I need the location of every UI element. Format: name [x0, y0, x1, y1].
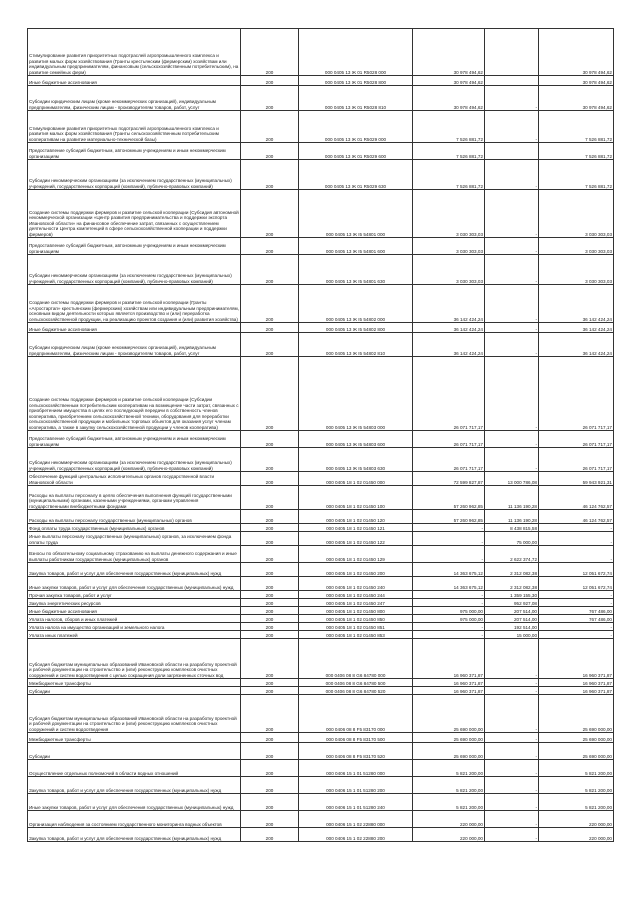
row-approved-cell: -: [413, 591, 485, 599]
row-code-cell: 200: [241, 524, 299, 532]
row-kbk-cell: 000 0405 13 Ж I5 54801 000: [299, 190, 413, 238]
row-approved-cell: 3 030 303,03: [413, 190, 485, 238]
row-remaining-cell: 7 526 881,72: [539, 160, 614, 190]
row-code-cell: 200: [241, 448, 299, 472]
row-approved-cell: 7 526 881,72: [413, 143, 485, 160]
row-kbk-cell: 000 0406 08 8 F5 83170 500: [299, 733, 413, 743]
row-remaining-cell: 25 690 000,00: [539, 733, 614, 743]
row-kbk-cell: 000 0405 13 Ж 01 R5028 810: [299, 86, 413, 111]
table-row: [28, 190, 614, 238]
table-row: [28, 695, 614, 733]
row-code-cell: 200: [241, 86, 299, 111]
row-name-cell: Иные закупки товаров, работ и услуг для обеспечения государственных (муниципальных) нужд: [28, 794, 241, 811]
row-kbk-cell: 000 0405 13 Ж 01 R5029 630: [299, 160, 413, 190]
row-executed-cell: -: [485, 828, 539, 842]
row-name-cell: Фонд оплаты труда государственных (муниципальных) органов: [28, 524, 241, 532]
row-executed-cell: -: [485, 733, 539, 743]
row-approved-cell: 26 071 717,17: [413, 357, 485, 431]
row-name-cell: Субсидии некоммерческим организациям (за исключением государственных (муниципальных) учреждений, государственных корпораций (компаний), публично-правовых компаний): [28, 160, 241, 190]
row-remaining-cell: 767 486,00: [539, 615, 614, 623]
row-remaining-cell: -: [539, 631, 614, 639]
row-name-cell: Субсидии: [28, 687, 241, 695]
row-name-cell: Прочая закупка товаров, работ и услуг: [28, 591, 241, 599]
row-executed-cell: -: [485, 431, 539, 448]
row-remaining-cell: -: [539, 623, 614, 631]
row-name-cell: Межбюджетные трансферты: [28, 733, 241, 743]
row-name-cell: Закупка товаров, работ и услуг для обеспечения государственных (муниципальных) нужд: [28, 563, 241, 577]
table-row: [28, 143, 614, 160]
row-name-cell: Обеспечение функций центральных исполнительных органов государственной власти Ивановской области: [28, 472, 241, 486]
row-approved-cell: 36 142 424,24: [413, 333, 485, 357]
table-row: [28, 86, 614, 111]
row-executed-cell: -: [485, 743, 539, 760]
table-row: [28, 591, 614, 599]
row-kbk-cell: 000 0405 18 1 02 01450 200: [299, 563, 413, 577]
row-executed-cell: -: [485, 794, 539, 811]
row-executed-cell: -: [485, 238, 539, 255]
row-name-cell: Иные бюджетные ассигнования: [28, 323, 241, 333]
row-remaining-cell: 3 030 303,03: [539, 238, 614, 255]
row-remaining-cell: 7 526 881,72: [539, 143, 614, 160]
row-name-cell: Субсидия бюджетам муниципальных образований Ивановской области на разработку проектной и рабочей документации на строительство и (или) реконструкцию комплексов очистных сооружений и систем водоотведения с целью сокращения доли загрязненных сточных вод: [28, 639, 241, 679]
row-code-cell: 200: [241, 357, 299, 431]
row-approved-cell: -: [413, 631, 485, 639]
row-remaining-cell: 26 071 717,17: [539, 357, 614, 431]
row-kbk-cell: 000 0405 13 Ж I5 54802 800: [299, 323, 413, 333]
row-approved-cell: 5 821 200,00: [413, 777, 485, 794]
row-remaining-cell: 30 978 494,62: [539, 29, 614, 76]
row-code-cell: 200: [241, 828, 299, 842]
row-remaining-cell: 5 821 200,00: [539, 760, 614, 777]
row-kbk-cell: 000 0405 18 1 02 01450 850: [299, 615, 413, 623]
row-executed-cell: -: [485, 695, 539, 733]
row-approved-cell: -: [413, 524, 485, 532]
row-name-cell: Субсидии юридическим лицам (кроме некоммерческих организаций), индивидуальным предпринимателям, физическим лицам - производителям товаров, работ, услуг: [28, 333, 241, 357]
row-kbk-cell: 000 0405 18 1 02 01450 000: [299, 472, 413, 486]
row-code-cell: 200: [241, 111, 299, 143]
row-approved-cell: 57 260 962,85: [413, 510, 485, 524]
row-name-cell: Стимулирование развития приоритетных подотраслей агропромышленного комплекса и развития малых форм хозяйствования (Гранты крестьянским (фермерским) хозяйствам или индивидуальным предпринимателям, финансовым (сельскохозяйственным потребительским), на развитие семейных ферм): [28, 29, 241, 76]
table-row: [28, 238, 614, 255]
row-remaining-cell: 25 690 000,00: [539, 695, 614, 733]
row-name-cell: Стимулирование развития приоритетных подотраслей агропромышленного комплекса и развития малых форм хозяйствования (Гранты сельскохозяйственным потребительским кооперативам на развитие материально-технической базы): [28, 111, 241, 143]
row-kbk-cell: 000 0406 15 1 01 51280 240: [299, 794, 413, 811]
row-approved-cell: -: [413, 546, 485, 563]
row-name-cell: Закупка товаров, работ и услуг для обеспечения государственных (муниципальных) нужд: [28, 828, 241, 842]
table-row: [28, 811, 614, 828]
row-code-cell: 200: [241, 29, 299, 76]
row-approved-cell: 25 690 000,00: [413, 695, 485, 733]
table-row: [28, 546, 614, 563]
row-code-cell: 200: [241, 743, 299, 760]
table-row: [28, 323, 614, 333]
row-executed-cell: 207 514,00: [485, 615, 539, 623]
row-name-cell: Субсидии некоммерческим организациям (за исключением государственных (муниципальных) учреждений, государственных корпораций (компаний), публично-правовых компаний): [28, 255, 241, 285]
row-name-cell: Иные выплаты персоналу государственных (муниципальных) органов, за исключением фонда оплаты труда: [28, 532, 241, 546]
row-remaining-cell: 25 690 000,00: [539, 743, 614, 760]
row-executed-cell: [485, 29, 539, 76]
row-approved-cell: 30 978 494,62: [413, 29, 485, 76]
row-code-cell: 200: [241, 190, 299, 238]
row-approved-cell: 30 978 494,62: [413, 76, 485, 86]
row-approved-cell: 5 821 200,00: [413, 760, 485, 777]
row-kbk-cell: 000 0405 18 1 02 01450 100: [299, 486, 413, 510]
row-kbk-cell: 000 0405 18 1 02 01450 247: [299, 599, 413, 607]
row-remaining-cell: 16 960 371,87: [539, 639, 614, 679]
row-code-cell: 200: [241, 472, 299, 486]
row-code-cell: 200: [241, 695, 299, 733]
row-executed-cell: -: [485, 639, 539, 679]
row-approved-cell: 3 030 303,03: [413, 238, 485, 255]
row-remaining-cell: -: [539, 532, 614, 546]
row-executed-cell: 2 622 374,72: [485, 546, 539, 563]
row-approved-cell: 7 526 881,72: [413, 111, 485, 143]
row-kbk-cell: 000 0406 15 1 01 51280 000: [299, 760, 413, 777]
row-kbk-cell: 000 0405 18 1 02 01450 121: [299, 524, 413, 532]
row-name-cell: Субсидия бюджетам муниципальных образований Ивановской области на разработку проектной и рабочей документации на строительство и (или) реконструкцию комплексов очистных сооружений и систем водоотведения: [28, 695, 241, 733]
row-executed-cell: -: [485, 190, 539, 238]
row-executed-cell: 2 312 082,38: [485, 577, 539, 591]
budget-table-body: [28, 29, 614, 842]
row-code-cell: 200: [241, 76, 299, 86]
table-row: [28, 733, 614, 743]
table-row: [28, 563, 614, 577]
table-row: [28, 333, 614, 357]
row-executed-cell: -: [485, 255, 539, 285]
row-approved-cell: 57 260 962,85: [413, 486, 485, 510]
row-executed-cell: 13 000 786,08: [485, 472, 539, 486]
row-code-cell: 200: [241, 639, 299, 679]
row-code-cell: 200: [241, 486, 299, 510]
row-approved-cell: 16 960 371,87: [413, 687, 485, 695]
row-code-cell: 200: [241, 333, 299, 357]
row-name-cell: Межбюджетные трансферты: [28, 679, 241, 687]
row-approved-cell: 220 000,00: [413, 811, 485, 828]
row-code-cell: 200: [241, 733, 299, 743]
row-code-cell: 200: [241, 607, 299, 615]
table-row: [28, 448, 614, 472]
row-executed-cell: -: [485, 448, 539, 472]
row-approved-cell: 16 960 371,87: [413, 639, 485, 679]
row-executed-cell: -: [485, 323, 539, 333]
row-code-cell: 200: [241, 563, 299, 577]
table-row: [28, 532, 614, 546]
table-row: [28, 577, 614, 591]
row-executed-cell: -: [485, 760, 539, 777]
row-kbk-cell: 000 0405 13 Ж 01 R5029 000: [299, 111, 413, 143]
row-kbk-cell: 000 0405 18 1 02 01450 800: [299, 607, 413, 615]
row-name-cell: Расходы на выплаты персоналу государственных (муниципальных) органов: [28, 510, 241, 524]
row-executed-cell: 2 312 082,38: [485, 563, 539, 577]
row-name-cell: Расходы на выплаты персоналу в целях обеспечения выполнения функций государственными (муниципальными) органами, казенными учреждениями, органами управления государственными внебюджетными фондами: [28, 486, 241, 510]
table-row: [28, 615, 614, 623]
row-remaining-cell: 220 000,00: [539, 828, 614, 842]
row-name-cell: Создание системы поддержки фермеров и развитие сельской кооперации (Субсидия автономной некоммерческой организации «Центр развития предпринимательства и поддержки экспорта Ивановской области» на финансовое обеспечение затрат, связанных с осуществлением деятельности Центра компетенций в сфере сельскохозяйственной кооперации и поддержки фермеров): [28, 190, 241, 238]
row-name-cell: Взносы по обязательному социальному страхованию на выплаты денежного содержания и иные выплаты работникам государственных (муниципальных) органов: [28, 546, 241, 563]
row-executed-cell: -: [485, 111, 539, 143]
row-remaining-cell: 12 051 672,74: [539, 577, 614, 591]
table-row: [28, 76, 614, 86]
table-row: [28, 472, 614, 486]
row-approved-cell: -: [413, 599, 485, 607]
row-remaining-cell: 220 000,00: [539, 811, 614, 828]
row-executed-cell: 11 136 190,28: [485, 510, 539, 524]
row-executed-cell: -: [485, 333, 539, 357]
row-code-cell: 200: [241, 160, 299, 190]
row-kbk-cell: 000 0405 13 Ж I5 54801 630: [299, 255, 413, 285]
row-executed-cell: 192 514,00: [485, 623, 539, 631]
table-row: [28, 639, 614, 679]
row-kbk-cell: 000 0405 13 Ж 01 R5028 000: [299, 29, 413, 76]
budget-report-page: [27, 28, 613, 875]
table-row: [28, 794, 614, 811]
table-row: [28, 760, 614, 777]
row-approved-cell: 26 071 717,17: [413, 448, 485, 472]
table-row: [28, 687, 614, 695]
table-row: [28, 431, 614, 448]
row-approved-cell: 30 978 494,62: [413, 86, 485, 111]
table-row: [28, 743, 614, 760]
row-code-cell: 200: [241, 631, 299, 639]
table-row: [28, 160, 614, 190]
row-kbk-cell: 000 0405 13 Ж I5 54801 600: [299, 238, 413, 255]
table-row: [28, 524, 614, 532]
row-code-cell: 200: [241, 431, 299, 448]
row-executed-cell: -: [485, 160, 539, 190]
budget-table: [27, 28, 614, 842]
row-remaining-cell: 3 030 303,03: [539, 255, 614, 285]
row-kbk-cell: 000 0405 13 Ж I5 54802 810: [299, 333, 413, 357]
row-executed-cell: -: [485, 357, 539, 431]
row-remaining-cell: 30 978 494,62: [539, 86, 614, 111]
row-remaining-cell: -: [539, 599, 614, 607]
row-kbk-cell: 000 0405 13 Ж I5 54803 630: [299, 448, 413, 472]
row-code-cell: 200: [241, 143, 299, 160]
row-name-cell: Иные бюджетные ассигнования: [28, 607, 241, 615]
row-kbk-cell: 000 0406 15 1 02 22880 000: [299, 811, 413, 828]
row-approved-cell: 220 000,00: [413, 828, 485, 842]
row-kbk-cell: 000 0405 18 1 02 01450 122: [299, 532, 413, 546]
row-kbk-cell: 000 0406 08 8 G6 84780 500: [299, 679, 413, 687]
row-approved-cell: 14 363 675,12: [413, 577, 485, 591]
row-kbk-cell: 000 0405 13 Ж I5 54802 000: [299, 285, 413, 323]
row-kbk-cell: 000 0406 08 8 F5 83170 520: [299, 743, 413, 760]
row-kbk-cell: 000 0405 13 Ж 01 R5028 800: [299, 76, 413, 86]
row-approved-cell: -: [413, 532, 485, 546]
row-name-cell: Предоставление субсидий бюджетным, автономным учреждениям и иным некоммерческим организациям: [28, 431, 241, 448]
row-remaining-cell: -: [539, 524, 614, 532]
row-name-cell: Осуществление отдельных полномочий в области водных отношений: [28, 760, 241, 777]
row-name-cell: Создание системы поддержки фермеров и развитие сельской кооперации (Гранты «Агростартап» крестьянским (фермерским) хозяйствам или индивидуальным предпринимателям, основным видом деятельности которых является производство и (или) переработка сельскохозяйственной продукции, на реализацию проектов создания и (или) развития хозяйства): [28, 285, 241, 323]
row-executed-cell: -: [485, 285, 539, 323]
row-executed-cell: 11 136 190,28: [485, 486, 539, 510]
row-remaining-cell: 36 142 424,24: [539, 323, 614, 333]
row-code-cell: 200: [241, 811, 299, 828]
table-row: [28, 599, 614, 607]
table-row: [28, 486, 614, 510]
row-code-cell: 200: [241, 794, 299, 811]
row-approved-cell: 25 690 000,00: [413, 733, 485, 743]
row-kbk-cell: 000 0405 18 1 02 01450 240: [299, 577, 413, 591]
row-name-cell: Субсидии: [28, 743, 241, 760]
row-approved-cell: 25 690 000,00: [413, 743, 485, 760]
table-row: [28, 255, 614, 285]
row-kbk-cell: 000 0405 18 1 02 01450 244: [299, 591, 413, 599]
row-approved-cell: 975 000,00: [413, 615, 485, 623]
row-approved-cell: 3 030 303,03: [413, 255, 485, 285]
row-kbk-cell: 000 0406 08 8 F5 83170 000: [299, 695, 413, 733]
row-name-cell: Закупка энергетических ресурсов: [28, 599, 241, 607]
row-kbk-cell: 000 0405 18 1 02 01450 851: [299, 623, 413, 631]
row-code-cell: 200: [241, 760, 299, 777]
row-name-cell: Организация наблюдения за состоянием государственного мониторинга водных объектов: [28, 811, 241, 828]
row-code-cell: 200: [241, 510, 299, 524]
row-remaining-cell: 767 486,00: [539, 607, 614, 615]
row-code-cell: 200: [241, 591, 299, 599]
row-code-cell: 200: [241, 238, 299, 255]
row-executed-cell: 75 000,00: [485, 532, 539, 546]
row-name-cell: Иные закупки товаров, работ и услуг для обеспечения государственных (муниципальных) нужд: [28, 577, 241, 591]
row-name-cell: Создание системы поддержки фермеров и развитие сельской кооперации (Субсидии сельскохозяйственным потребительским кооперативам на возмещение части затрат, связанных с приобретением имущества в целях его последующей передачи в собственность членов кооператива, приобретением сельскохозяйственной техники, оборудования для переработки сельскохозяйственной продукции и мобильных торговых объектов для оказания услуг членам кооператива, а также в закупку сельскохозяйственной продукции у членов кооператива): [28, 357, 241, 431]
row-kbk-cell: 000 0406 08 8 G6 84780 000: [299, 639, 413, 679]
table-row: [28, 607, 614, 615]
row-approved-cell: 16 960 371,87: [413, 679, 485, 687]
row-kbk-cell: 000 0405 13 Ж I5 54803 000: [299, 357, 413, 431]
row-executed-cell: 15 000,00: [485, 631, 539, 639]
row-remaining-cell: 46 124 762,57: [539, 510, 614, 524]
row-code-cell: 200: [241, 777, 299, 794]
row-remaining-cell: 12 051 672,74: [539, 563, 614, 577]
row-name-cell: Уплата иных платежей: [28, 631, 241, 639]
row-approved-cell: 5 821 200,00: [413, 794, 485, 811]
row-code-cell: 200: [241, 577, 299, 591]
row-remaining-cell: 5 821 200,00: [539, 794, 614, 811]
row-kbk-cell: 000 0405 18 1 02 01450 120: [299, 510, 413, 524]
row-remaining-cell: 16 960 371,87: [539, 679, 614, 687]
row-approved-cell: 26 071 717,17: [413, 431, 485, 448]
row-executed-cell: 8 438 815,58: [485, 524, 539, 532]
row-code-cell: 200: [241, 679, 299, 687]
row-name-cell: Предоставление субсидий бюджетным, автономным учреждениям и иным некоммерческим организациям: [28, 143, 241, 160]
row-remaining-cell: 16 960 371,87: [539, 687, 614, 695]
row-executed-cell: [485, 143, 539, 160]
row-approved-cell: 36 142 424,24: [413, 285, 485, 323]
row-executed-cell: -: [485, 687, 539, 695]
row-name-cell: Предоставление субсидий бюджетным, автономным учреждениям и иным некоммерческим организациям: [28, 238, 241, 255]
table-row: [28, 357, 614, 431]
row-remaining-cell: 3 030 303,03: [539, 190, 614, 238]
table-row: [28, 631, 614, 639]
table-row: [28, 285, 614, 323]
row-approved-cell: 72 599 827,87: [413, 472, 485, 486]
row-name-cell: Субсидии некоммерческим организациям (за исключением государственных (муниципальных) учреждений, государственных корпораций (компаний), публично-правовых компаний): [28, 448, 241, 472]
row-code-cell: 200: [241, 532, 299, 546]
row-executed-cell: -: [485, 679, 539, 687]
row-executed-cell: 1 359 155,30: [485, 591, 539, 599]
row-kbk-cell: 000 0406 15 1 02 22880 200: [299, 828, 413, 842]
row-executed-cell: -: [485, 811, 539, 828]
row-approved-cell: 14 363 675,12: [413, 563, 485, 577]
row-remaining-cell: 26 071 717,17: [539, 448, 614, 472]
table-row: [28, 29, 614, 76]
row-executed-cell: 207 514,00: [485, 607, 539, 615]
row-code-cell: 200: [241, 615, 299, 623]
row-name-cell: Уплата налогов, сборов и иных платежей: [28, 615, 241, 623]
row-remaining-cell: 26 071 717,17: [539, 431, 614, 448]
row-executed-cell: [485, 76, 539, 86]
row-approved-cell: 7 526 881,72: [413, 160, 485, 190]
table-row: [28, 111, 614, 143]
row-code-cell: 200: [241, 323, 299, 333]
row-remaining-cell: 59 943 921,31: [539, 472, 614, 486]
table-row: [28, 510, 614, 524]
row-kbk-cell: 000 0406 15 1 01 51280 200: [299, 777, 413, 794]
row-remaining-cell: 5 821 200,00: [539, 777, 614, 794]
row-remaining-cell: 46 124 762,57: [539, 486, 614, 510]
row-remaining-cell: 36 142 424,24: [539, 333, 614, 357]
row-code-cell: 200: [241, 599, 299, 607]
table-row: [28, 679, 614, 687]
row-approved-cell: 36 142 424,24: [413, 323, 485, 333]
row-executed-cell: -: [485, 86, 539, 111]
row-code-cell: 200: [241, 546, 299, 563]
row-code-cell: 200: [241, 255, 299, 285]
row-name-cell: Субсидии юридическим лицам (кроме некоммерческих организаций), индивидуальным предпринимателям, физическим лицам - производителям товаров, работ, услуг: [28, 86, 241, 111]
row-remaining-cell: -: [539, 591, 614, 599]
row-kbk-cell: 000 0405 13 Ж 01 R5029 600: [299, 143, 413, 160]
table-row: [28, 777, 614, 794]
row-executed-cell: -: [485, 777, 539, 794]
table-row: [28, 623, 614, 631]
row-approved-cell: 975 000,00: [413, 607, 485, 615]
row-remaining-cell: -: [539, 546, 614, 563]
row-kbk-cell: 000 0406 08 8 G6 84780 520: [299, 687, 413, 695]
table-row: [28, 828, 614, 842]
row-name-cell: Уплата налога на имущество организаций и земельного налога: [28, 623, 241, 631]
row-name-cell: Закупка товаров, работ и услуг для обеспечения государственных (муниципальных) нужд: [28, 777, 241, 794]
row-executed-cell: 952 927,08: [485, 599, 539, 607]
row-code-cell: 200: [241, 285, 299, 323]
row-kbk-cell: 000 0405 18 1 02 01450 129: [299, 546, 413, 563]
row-code-cell: 200: [241, 687, 299, 695]
row-name-cell: Иные бюджетные ассигнования: [28, 76, 241, 86]
row-remaining-cell: 36 142 424,24: [539, 285, 614, 323]
row-kbk-cell: 000 0405 13 Ж I5 54803 600: [299, 431, 413, 448]
row-code-cell: 200: [241, 623, 299, 631]
row-kbk-cell: 000 0405 18 1 02 01450 853: [299, 631, 413, 639]
row-remaining-cell: 7 526 881,72: [539, 111, 614, 143]
row-approved-cell: -: [413, 623, 485, 631]
row-remaining-cell: 30 978 494,62: [539, 76, 614, 86]
